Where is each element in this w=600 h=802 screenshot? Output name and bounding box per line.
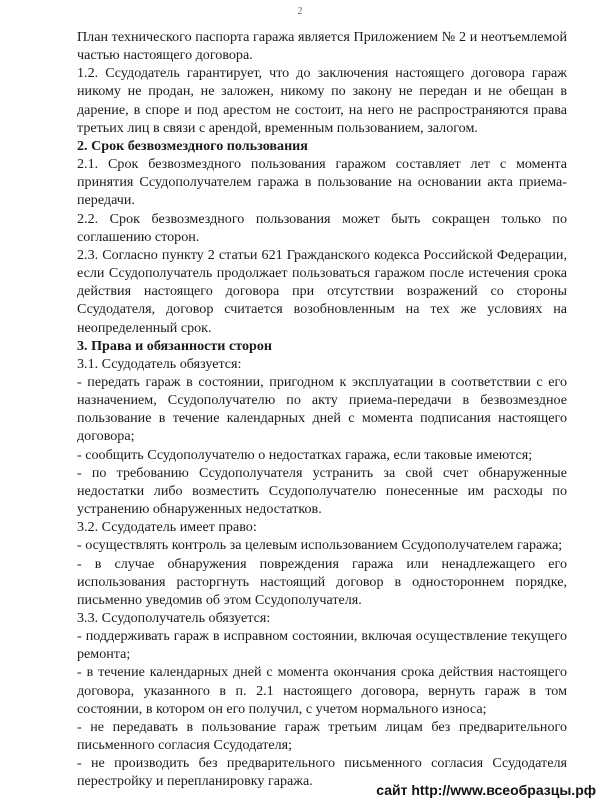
page-number: 2 [297,6,303,17]
section-heading: 2. Срок безвозмездного пользования [77,137,308,154]
document-body [77,28,567,791]
paragraph: 2.2. Срок безвозмездного пользования может быть сокращен только по соглашению сторон. [77,210,567,245]
paragraph: - передать гараж в состоянии, пригодном к эксплуатации в соответствии с его назначением, Ссудополучателю по акту приема-передачи в безвозмездное пользование в течение календарных дней с момента подписания настоящего договора; [77,373,567,445]
paragraph: 2.3. Согласно пункту 2 статьи 621 Гражданского кодекса Российской Федерации, если Ссудополучатель продолжает пользоваться гаражом после истечения срока действия настоящего договора при отсутствии возражений со стороны Ссудодателя, договор считается возобновленным на тех же условиях на неопределенный срок. [77,246,567,336]
paragraph: 2.1. Срок безвозмездного пользования гаражом составляет лет с момента принятия Ссудополучателем гаража в пользование на основании акта приема-передачи. [77,156,567,209]
paragraph: План технического паспорта гаража является Приложением № 2 и неотъемлемой частью настоящего договора. [77,29,567,64]
paragraph: - сообщить Ссудополучателю о недостатках гаража, если таковые имеются; [77,446,533,463]
paragraph: 1.2. Ссудодатель гарантирует, что до заключения настоящего договора гараж никому не продан, не заложен, никому по закону не передан и не обещан в дарение, в споре и под арестом не состоит, на него не распространяются права третьих лиц в связи с арендой, временным пользованием, залогом. [77,65,567,136]
site-watermark: сайт http://www.всеобразцы.рф [376,782,596,798]
paragraph: - поддерживать гараж в исправном состоянии, включая осуществление текущего ремонта; [77,628,567,663]
paragraph: 3.1. Ссудодатель обязуется: [77,355,242,372]
section-heading: 3. Права и обязанности сторон [77,337,273,354]
paragraph: 3.3. Ссудополучатель обязуется: [77,610,271,626]
paragraph: - осуществлять контроль за целевым использованием Ссудополучателем гаража; [77,537,563,554]
paragraph: - в течение календарных дней с момента окончания срока действия настоящего договора, указанного в п. 2.1 настоящего договора, вернуть гараж в том состоянии, в котором он его получил, с учетом нормального износа; [77,664,567,717]
paragraph: - в случае обнаружения повреждения гаража или ненадлежащего его использования расторгнуть настоящий договор в одностороннем порядке, письменно уведомив об этом Ссудополучателя. [77,555,567,608]
paragraph: - не производить без предварительного письменного согласия Ссудодателя перестройку и перепланировку гаража. [77,755,567,790]
paragraph: - не передавать в пользование гараж третьим лицам без предварительного письменного согласия Ссудодателя; [77,718,567,754]
paragraph: 3.2. Ссудодатель имеет право: [77,519,257,536]
paragraph: - по требованию Ссудополучателя устранить за свой счет обнаруженные недостатки либо возместить Ссудополучателю понесенные им расходы по устранению обнаруженных недостатков. [77,464,567,518]
